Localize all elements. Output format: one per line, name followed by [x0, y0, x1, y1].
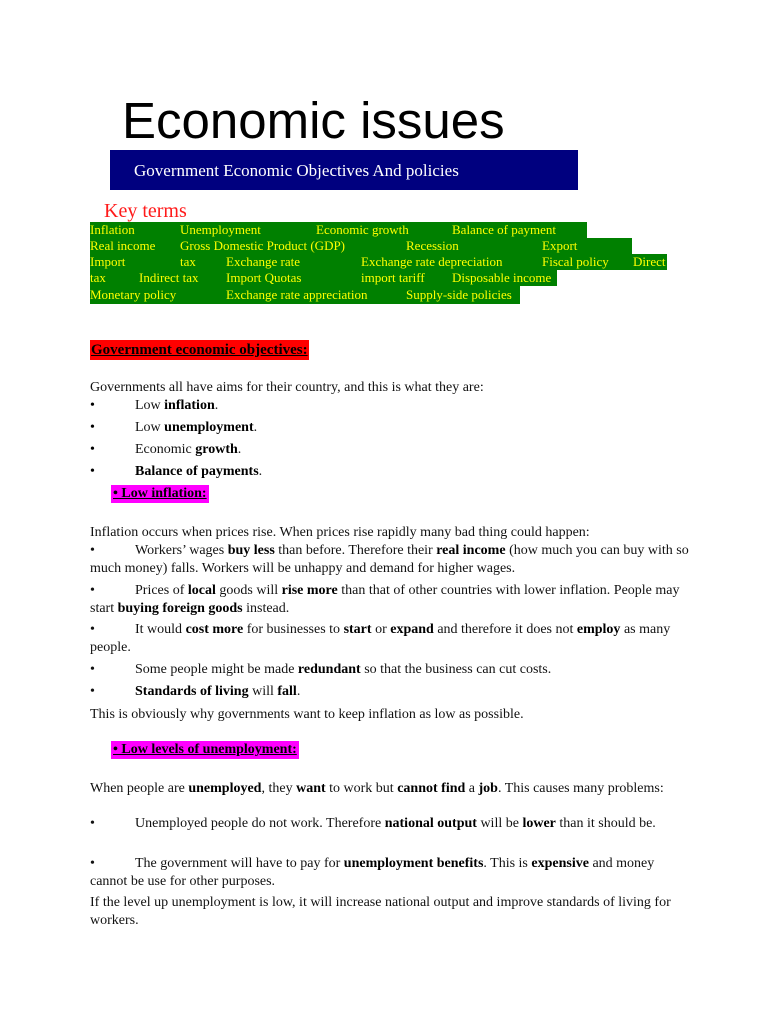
bullet: • — [90, 398, 95, 413]
key-term: Recession — [406, 238, 459, 253]
document-title: Economic issues — [122, 92, 505, 149]
key-term: tax — [90, 270, 106, 285]
key-term: Economic growth — [316, 222, 409, 237]
objective-item-balance: Balance of payments. — [135, 464, 263, 479]
inflation-bullet-3: • It would cost more for businesses to start or expand and therefore it does not employ as many people. — [90, 622, 671, 655]
unemployment-intro: When people are unemployed, they want to work but cannot find a job. This causes many problems: — [90, 781, 664, 796]
objectives-intro: Governments all have aims for their country, and this is what they are: — [90, 380, 484, 395]
objective-item-growth: Economic growth. — [135, 442, 242, 457]
key-term: import tariff — [361, 270, 425, 285]
key-term: Disposable income — [452, 270, 552, 285]
unemployment-bullet-1: • Unemployed people do not work. Therefore national output will be lower than it should be. — [90, 816, 656, 831]
key-term: Real income — [90, 238, 156, 253]
inflation-conclusion: This is obviously why governments want to keep inflation as low as possible. — [90, 707, 524, 722]
bullet: • — [90, 464, 95, 479]
key-term: Inflation — [90, 222, 135, 237]
inflation-heading: • Low inflation: — [113, 486, 207, 501]
key-term: Balance of payment — [452, 222, 556, 237]
key-term: Import — [90, 254, 126, 269]
inflation-bullet-4: • Some people might be made redundant so that the business can cut costs. — [90, 662, 552, 677]
key-term: Import Quotas — [226, 270, 302, 285]
key-term: Exchange rate — [226, 254, 300, 269]
subtitle-text: Government Economic Objectives And policies — [134, 161, 459, 180]
subtitle-banner — [110, 150, 578, 190]
key-term: Direct — [633, 254, 666, 269]
key-term: Export — [542, 238, 578, 253]
key-term: Exchange rate depreciation — [361, 254, 503, 269]
inflation-bullet-5: • Standards of living will fall. — [90, 684, 301, 699]
objective-item-inflation: Low inflation. — [135, 398, 219, 413]
objective-item-unemployment: Low unemployment. — [135, 420, 258, 435]
key-term: Supply-side policies — [406, 287, 512, 302]
key-term: Exchange rate appreciation — [226, 287, 368, 302]
key-term: Gross Domestic Product (GDP) — [180, 238, 346, 253]
unemployment-heading: • Low levels of unemployment: — [113, 742, 297, 757]
objectives-heading: Government economic objectives: — [91, 342, 308, 358]
key-term: Fiscal policy — [542, 254, 609, 269]
unemployment-conclusion: If the level up unemployment is low, it will increase national output and improve standards of living for workers. — [90, 895, 671, 928]
inflation-intro: Inflation occurs when prices rise. When prices rise rapidly many bad thing could happen: — [90, 525, 590, 540]
bullet: • — [90, 420, 95, 435]
inflation-bullet-2: • Prices of local goods will rise more than that of other countries with lower inflation. People may start buying foreign goods instead. — [90, 583, 680, 616]
key-term: Monetary policy — [90, 287, 177, 302]
key-term: Indirect tax — [139, 270, 199, 285]
key-term: Unemployment — [180, 222, 261, 237]
key-terms-heading: Key terms — [104, 200, 187, 222]
bullet: • — [90, 442, 95, 457]
unemployment-bullet-2: • The government will have to pay for unemployment benefits. This is expensive and money cannot be use for other purposes. — [90, 856, 655, 889]
inflation-bullet-1: • Workers’ wages buy less than before. Therefore their real income (how much you can buy with so much money) falls. Workers will be unhappy and demand for higher wages. — [90, 543, 689, 576]
key-term: tax — [180, 254, 196, 269]
